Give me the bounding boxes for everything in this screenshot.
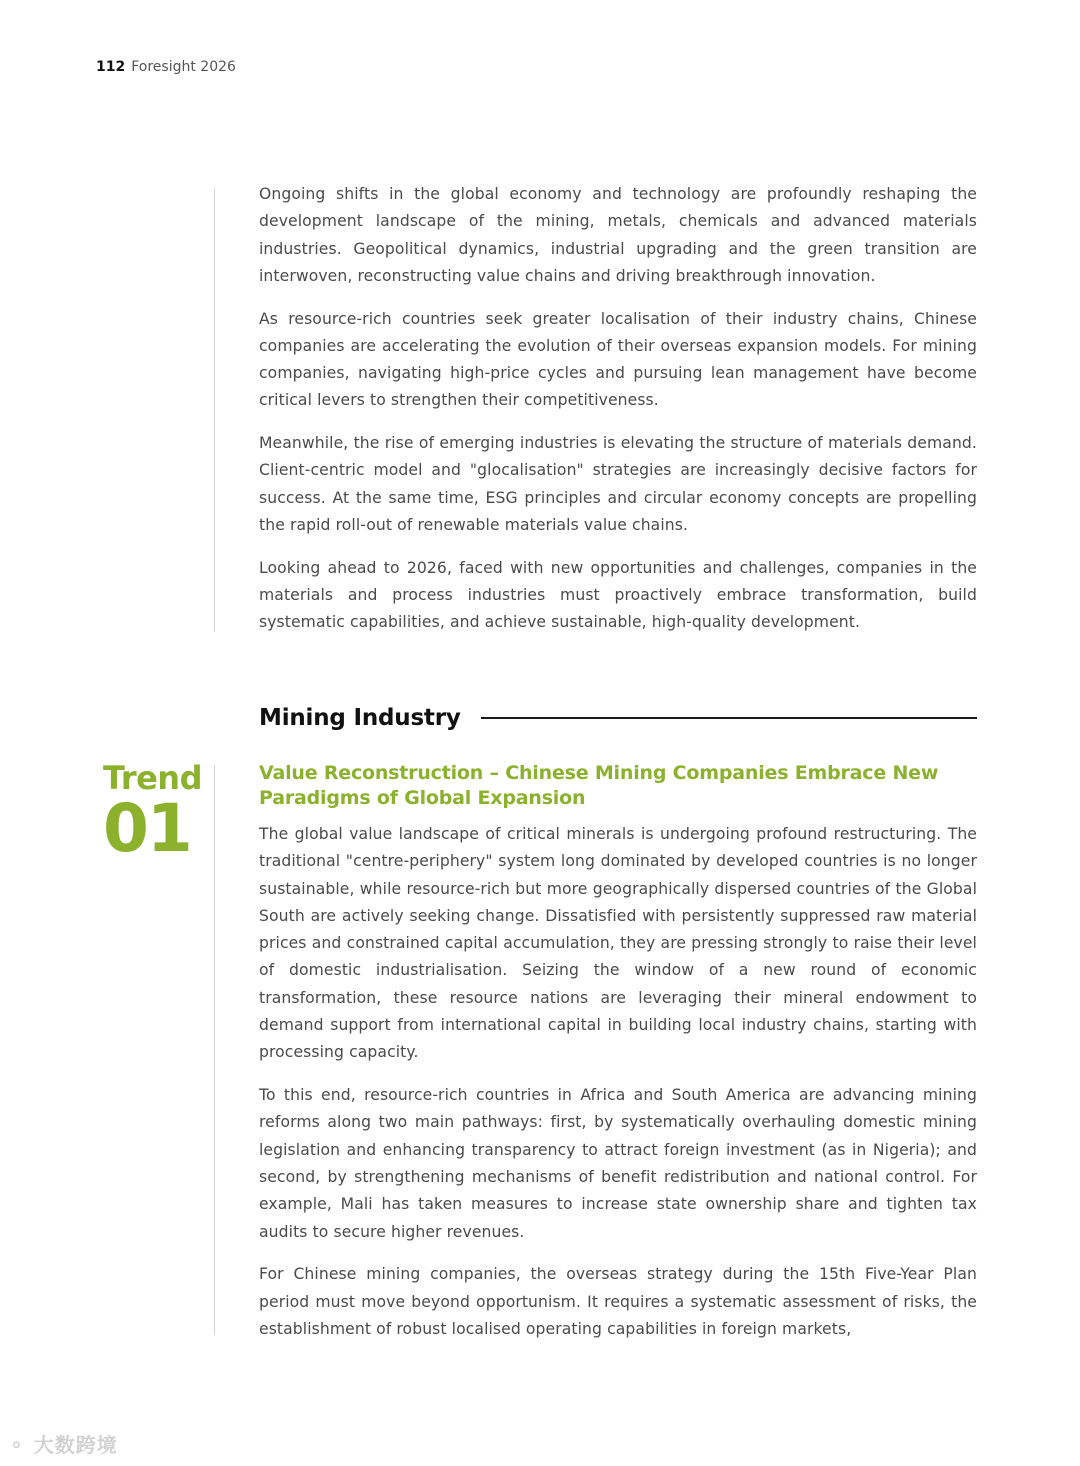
trend-divider-line [214,765,215,1335]
watermark [8,1429,118,1458]
section-rule [481,717,977,719]
intro-paragraph: Meanwhile, the rise of emerging industries is elevating the structure of materials demand. Client-centric model and "glocalisation" strategies are increasingly decisive factors for success. At the same time, ESG principles and circular economy concepts are propelling the rapid roll-out of renewable materials value chains. [259,434,977,535]
trend-label: Trend [103,759,202,797]
intro-divider-line [214,188,215,632]
trend-paragraph: To this end, resource-rich countries in Africa and South America are advancing mining reforms along two main pathways: first, by systematically overhauling domestic mining legislation and enhancing transparency to attract foreign investment (as in Nigeria); and second, by strengthening mechanisms of benefit redistribution and national control. For example, Mali has taken measures to increase state ownership share and tighten tax audits to secure higher revenues. [259,1086,977,1241]
trend-number: 01 [103,790,191,867]
section-title: Mining Industry [259,705,461,731]
intro-paragraph: As resource-rich countries seek greater localisation of their industry chains, Chinese companies are accelerating the evolution of their overseas expansion models. For mining companies, navigating high-price cycles and pursuing lean management have become critical levers to strengthen their competitiveness. [259,309,977,410]
page-number: 112 [96,59,126,75]
trend-paragraph: For Chinese mining companies, the overseas strategy during the 15th Five-Year Plan period must move beyond opportunism. It requires a systematic assessment of risks, the establishment of robust localised operating capabilities in foreign markets, [259,1265,977,1338]
trend-paragraph: The global value landscape of critical minerals is undergoing profound restructuring. The traditional "centre-periphery" system long dominated by developed countries is no longer sustainable, while resource-rich but more geographically dispersed countries of the Global South are actively seeking change. Dissatisfied with persistently suppressed raw material prices and constrained capital accumulation, they are pressing strongly to raise their level of domestic industrialisation. Seizing the window of a new round of economic transformation, these resource nations are leveraging their mineral endowment to demand support from international capital in building local industry chains, starting with processing capacity. [259,825,977,1062]
intro-section [259,181,977,652]
running-header [96,59,236,75]
section-header [259,700,977,736]
intro-paragraph: Ongoing shifts in the global economy and technology are profoundly reshaping the development landscape of the mining, metals, chemicals and advanced materials industries. Geopolitical dynamics, industrial upgrading and the green transition are interwoven, reconstructing value chains and driving breakthrough innovation. [259,185,977,285]
trend-body [259,821,977,1359]
watermark-logo-icon: ⚬ [8,1433,26,1457]
publication-title: Foresight 2026 [131,59,236,75]
intro-paragraph: Looking ahead to 2026, faced with new opportunities and challenges, companies in the materials and process industries must proactively embrace transformation, build systematic capabilities, and achieve sustainable, high-quality development. [259,558,977,632]
trend-heading: Value Reconstruction – Chinese Mining Companies Embrace New Paradigms of Global Expansion [259,762,939,809]
watermark-text: 大数跨境 [33,1433,118,1457]
trend-badge [103,759,213,867]
